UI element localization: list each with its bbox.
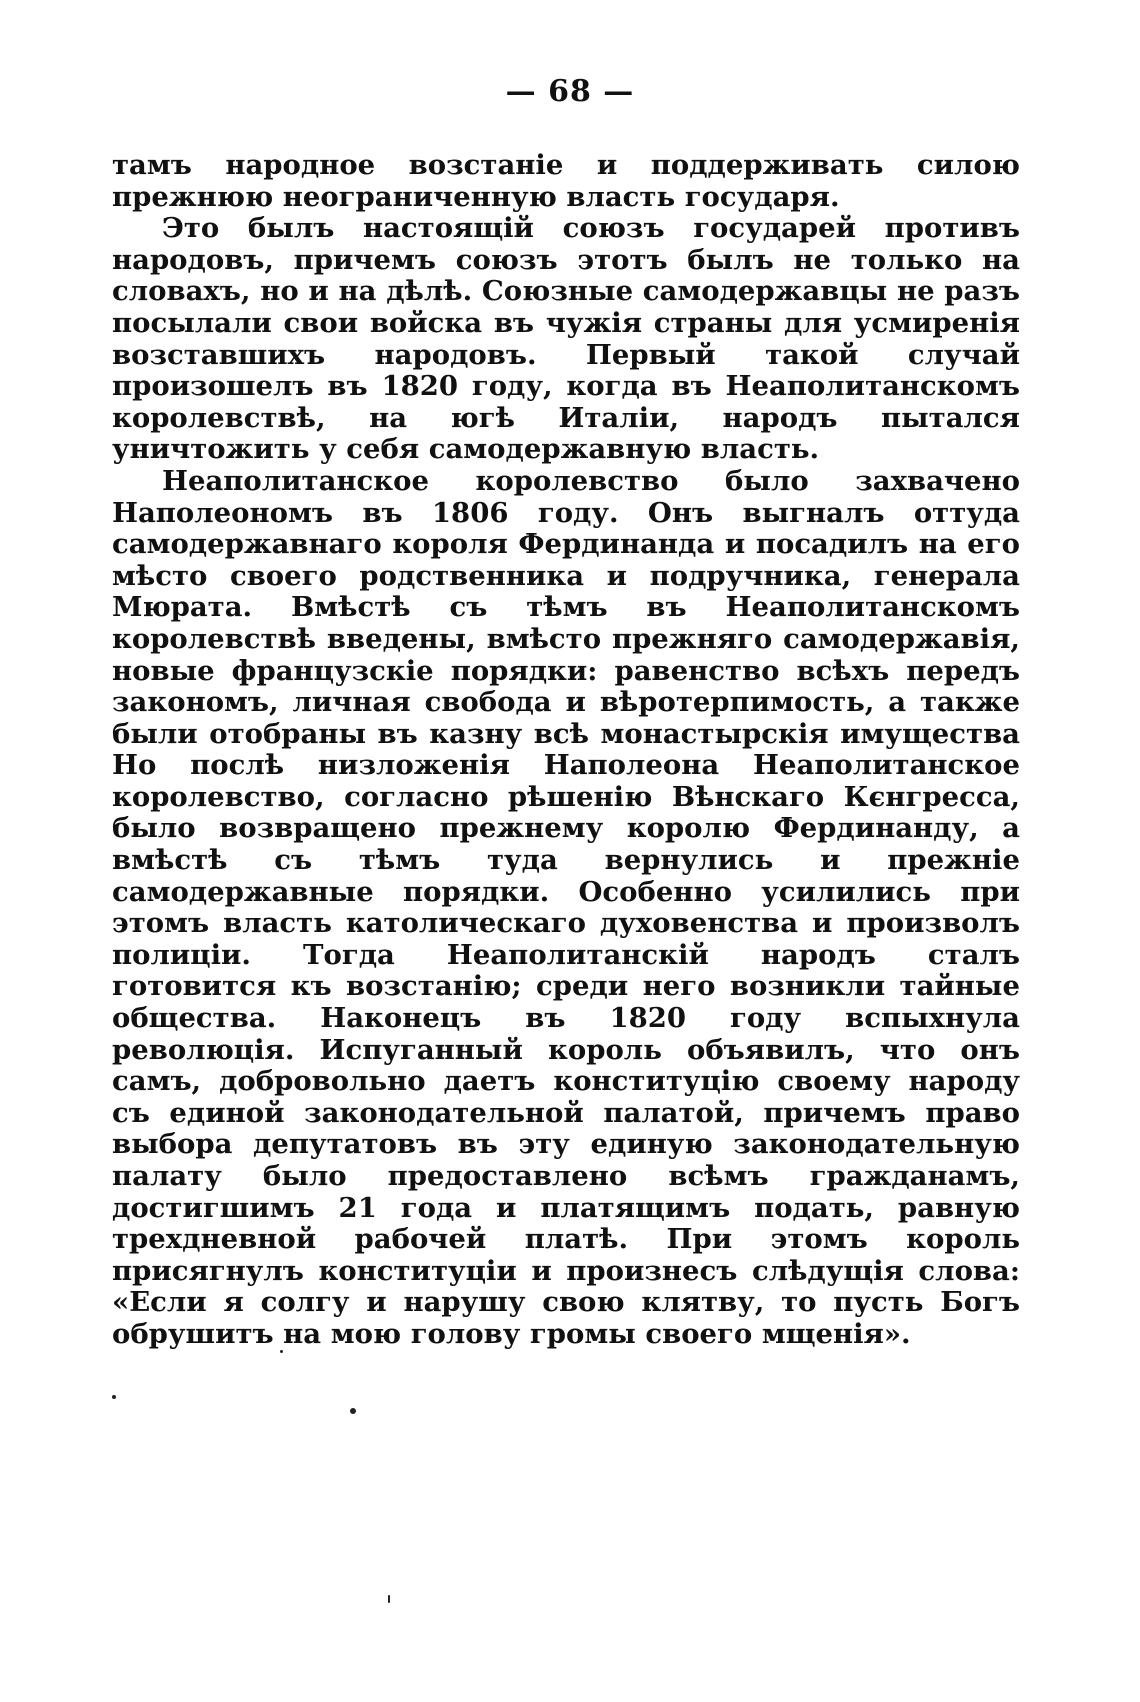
paragraph-3: Неаполитанское королевство было захвачено Наполеономъ въ 1806 году. Онъ выгналъ оттуда самодержавнаго короля Фердинанда и посадилъ на его мѣсто своего родственника и подручника, генерала Мюрата. Вмѣстѣ съ тѣмъ въ Неаполитанскомъ королевствѣ введены, вмѣсто прежняго самодержавія, новые французскіе порядки: равенство всѣхъ передъ закономъ, личная свобода и вѣротерпимость, а также были отобраны въ казну всѣ монастырскія имущества Но послѣ низложенія Наполеона Неаполитанское королевство, согласно рѣшенію Вѣнскаго Кєнгресса, было возвращено прежнему королю Фердинанду, а вмѣстѣ съ тѣмъ туда вернулись и прежніе самодержавные порядки. Особенно усилились при этомъ власть католическаго духовенства и произволъ полиціи. Тогда Неаполитанскій народъ сталъ готовится къ возстанію; среди него возникли тайные общества. Наконецъ въ 1820 году вспыхнула революція. Испуганный король объявилъ, что онъ самъ, добровольно даетъ конституцію своему народу съ единой законодательной палатой, причемъ право выбора депутатовъ въ эту единую законодательную палату было предоставлено всѣмъ гражданамъ, достигшимъ 21 года и платящимъ подать, равную трехдневной рабочей платѣ. При этомъ король присягнулъ конституціи и произнесъ слѣдущія слова: «Если я солгу и нарушу свою клятву, то пусть Богъ обрушитъ на мою голову громы своего мщенія». [112,464,1020,1350]
print-speck [112,1395,116,1399]
print-speck [350,1408,356,1414]
print-speck [280,1350,283,1353]
paragraph-2: Это былъ настоящій союзъ государей противъ народовъ, причемъ союзъ этотъ былъ не только на словахъ, но и на дѣлѣ. Союзные самодержавцы не разъ посылали свои войска въ чужія страны для усмиренія возставшихъ народовъ. Первый такой случай произошелъ въ 1820 году, когда въ Неаполитанскомъ королевствѣ, на югѣ Италіи, народъ пытался уничтожить у себя самодержавную власть. [112,212,1020,466]
body-text [112,150,1020,1351]
paragraph-1: тамъ народное возстаніе и поддерживать силою прежнюю неограниченную власть государя. [112,149,1020,213]
page-number: — 68 — [505,74,635,109]
print-speck [388,1595,390,1603]
